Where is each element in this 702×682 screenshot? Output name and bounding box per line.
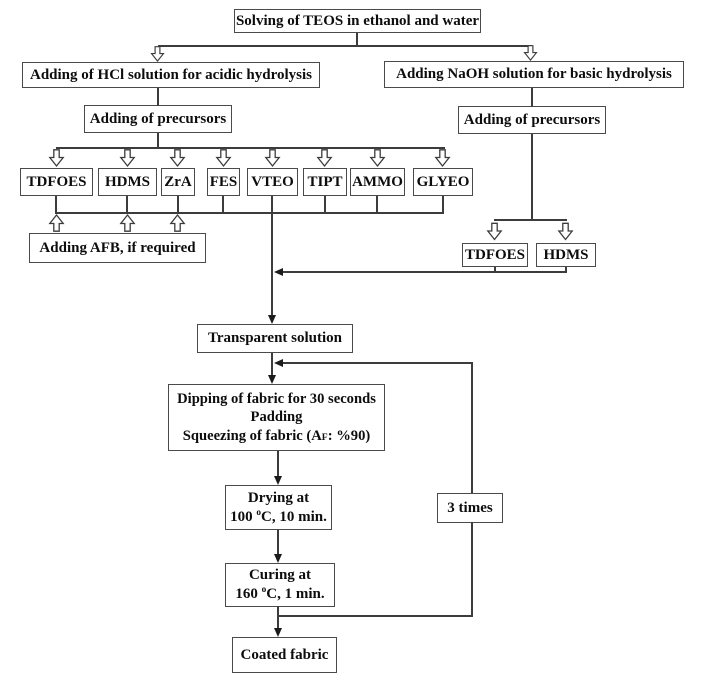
connector-line: [283, 362, 473, 364]
box-coated-fabric: Coated fabric: [232, 637, 337, 673]
box-precursor-fes: FES: [207, 168, 240, 196]
arrow-down-icon: [268, 375, 276, 384]
box-transparent-solution: Transparent solution: [197, 324, 353, 353]
hollow-arrow-down-icon: [487, 222, 502, 241]
hollow-arrow-down-icon: [265, 149, 280, 167]
connector-line: [471, 522, 473, 617]
hollow-arrow-up-icon: [170, 214, 185, 232]
box-precursor-tdfoes: TDFOES: [20, 168, 93, 196]
connector-line: [531, 88, 533, 107]
box-afb: Adding AFB, if required: [29, 233, 206, 263]
connector-line: [271, 212, 273, 316]
arrow-left-icon: [274, 268, 283, 276]
arrow-down-icon: [274, 628, 282, 637]
hollow-arrow-down-icon: [49, 149, 64, 167]
box-teos-solving: Solving of TEOS in ethanol and water: [234, 9, 481, 33]
hollow-arrow-down-icon: [558, 222, 573, 241]
box-dipping-padding-squeezing: [168, 384, 385, 451]
box-drying: [225, 485, 332, 530]
box-precursor-tipt: TIPT: [303, 168, 347, 196]
connector-line: [277, 530, 279, 555]
dipping-line1: Dipping of fabric for 30 seconds: [177, 391, 376, 408]
hollow-arrow-down-icon: [523, 45, 538, 61]
connector-line: [271, 353, 273, 377]
connector-line: [531, 134, 533, 221]
box-precursor-vteo: VTEO: [247, 168, 298, 196]
connector-line: [277, 606, 279, 629]
hollow-arrow-down-icon: [150, 46, 165, 62]
hollow-arrow-down-icon: [216, 149, 231, 167]
box-precursor-hdms: HDMS: [98, 168, 157, 196]
box-precursors-right: Adding of precursors: [458, 106, 606, 134]
connector-line: [494, 219, 567, 221]
box-basic-hydrolysis: Adding NaOH solution for basic hydrolysis: [384, 61, 684, 88]
dipping-line3: Squeezing of fabric (AF: %90): [182, 427, 371, 444]
box-precursor-zra: ZrA: [161, 168, 195, 196]
connector-line: [56, 212, 444, 214]
box-three-times: 3 times: [437, 493, 503, 523]
curing-line1: Curing at: [248, 567, 312, 584]
hollow-arrow-down-icon: [370, 149, 385, 167]
hollow-arrow-up-icon: [49, 214, 64, 232]
hollow-arrow-up-icon: [120, 214, 135, 232]
box-precursor-ammo: AMMO: [350, 168, 405, 196]
connector-line: [278, 615, 473, 617]
box-precursor-glyeo: GLYEO: [413, 168, 473, 196]
dipping-line2: Padding: [250, 409, 303, 426]
box-right-hdms: HDMS: [536, 243, 596, 267]
arrow-down-icon: [274, 554, 282, 563]
hollow-arrow-down-icon: [317, 149, 332, 167]
box-precursors-left: Adding of precursors: [84, 105, 232, 133]
drying-line2: 100 $^o$C, 10 min.: [230, 507, 327, 525]
curing-line2: 160 $^o$C, 1 min.: [235, 585, 325, 602]
connector-line: [158, 45, 532, 47]
connector-line: [277, 451, 279, 477]
box-curing: [225, 563, 335, 607]
connector-line: [283, 271, 567, 273]
hollow-arrow-down-icon: [120, 149, 135, 167]
connector-line: [56, 147, 445, 149]
hollow-arrow-down-icon: [435, 149, 450, 167]
connector-line: [471, 363, 473, 493]
arrow-left-icon: [274, 359, 283, 367]
arrow-down-icon: [274, 476, 282, 485]
connector-line: [157, 88, 159, 106]
hollow-arrow-down-icon: [170, 149, 185, 167]
box-right-tdfoes: TDFOES: [462, 243, 528, 267]
box-acidic-hydrolysis: Adding of HCl solution for acidic hydrolysis: [22, 62, 320, 88]
drying-line1: Drying at: [247, 489, 310, 506]
arrow-down-icon: [268, 315, 276, 324]
